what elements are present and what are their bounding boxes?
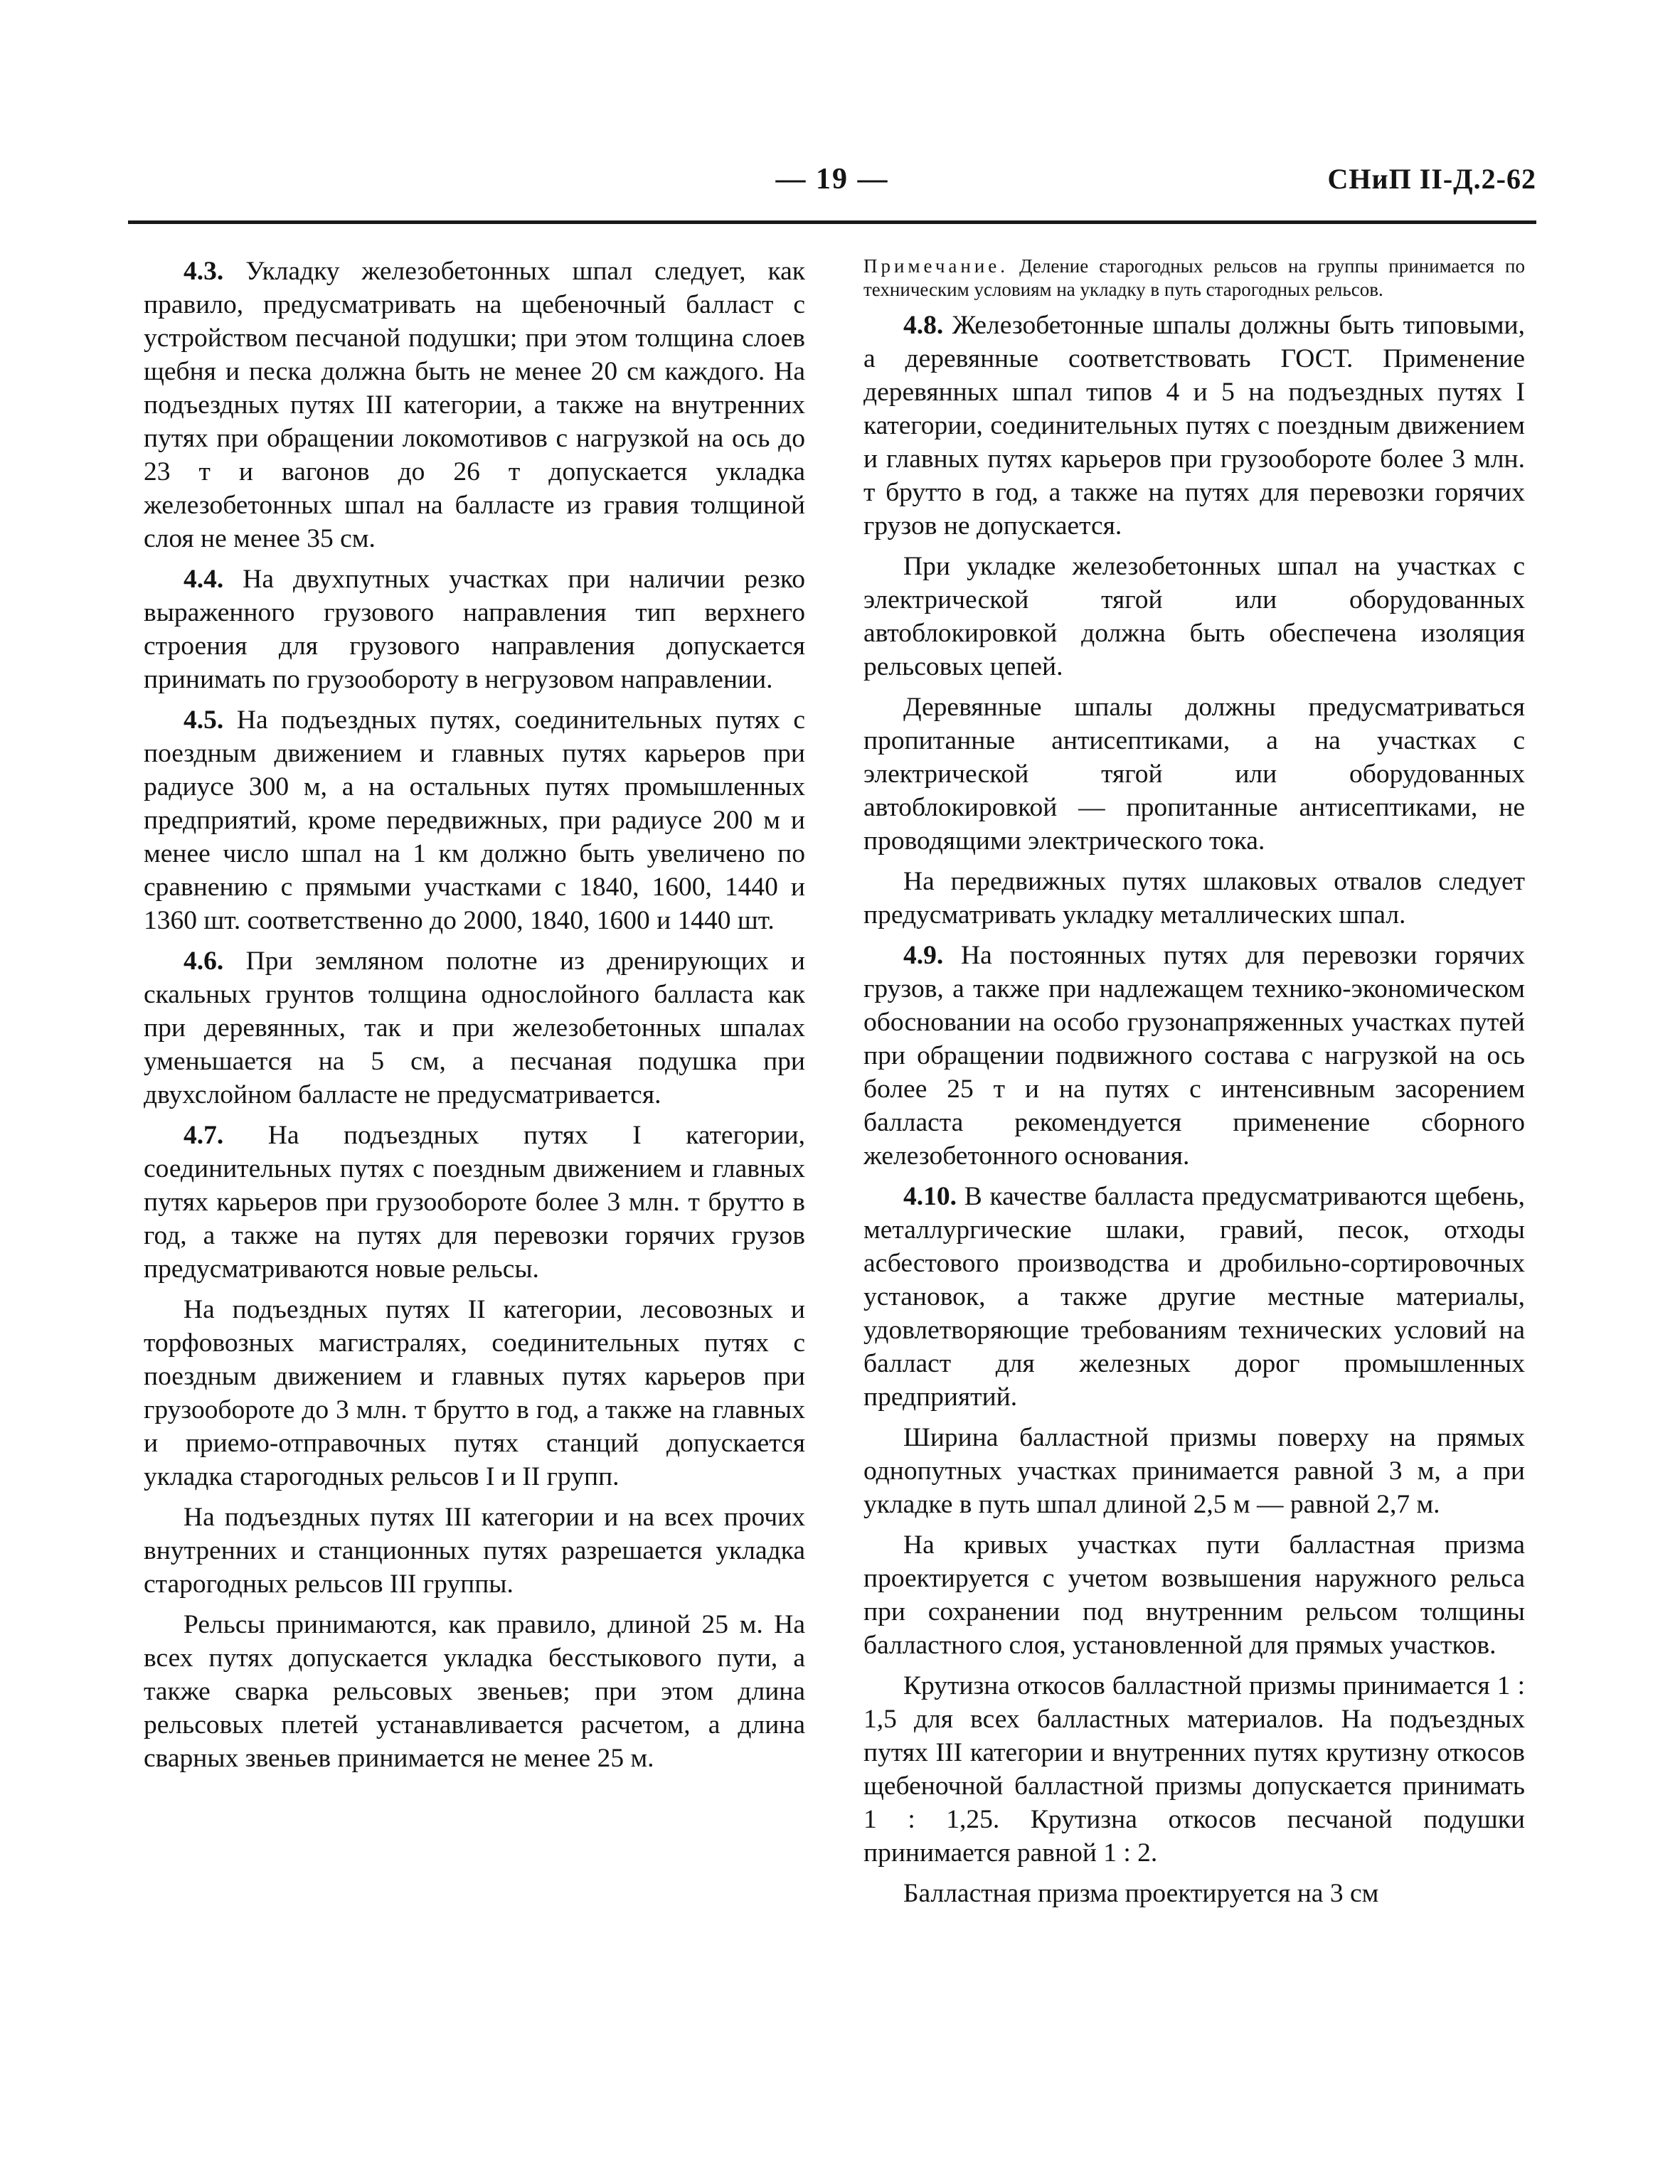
section-number: 4.9. bbox=[903, 941, 944, 970]
paragraph bbox=[863, 939, 1525, 1173]
paragraph-text: Крутизна откосов балластной призмы принимается 1 : 1,5 для всех балластных материалов. На подъездных путях III категории и внутренних путях крутизну откосов щебеночной балластной призмы допускается принимать 1 : 1,25. Крутизна откосов песчаной подушки принимается равной 1 : 2. bbox=[863, 1671, 1525, 1868]
paragraph-text: Рельсы принимаются, как правило, длиной 25 м. На всех путях допускается укладка бесстыкового пути, а также сварка рельсовых звеньев; при этом длина рельсовых плетей устанавливается расчетом, а длина сварных звеньев принимается не менее 25 м. bbox=[144, 1610, 805, 1773]
paragraph-text: На кривых участках пути балластная призма проектируется с учетом возвышения наружного рельса при сохранении под внутренним рельсом толщины балластного слоя, установленной для прямых участков. bbox=[863, 1530, 1525, 1660]
paragraph bbox=[144, 563, 805, 696]
paragraph-text: При укладке железобетонных шпал на участках с электрической тягой или оборудованных автоблокировкой должна быть обеспечена изоляция рельсовых цепей. bbox=[863, 552, 1525, 681]
paragraph-text: На подъездных путях I категории, соединительных путях с поездным движением и главных путях карьеров при грузообороте более 3 млн. т брутто в год, а также на путях для перевозки горячих грузов предусматриваются новые рельсы. bbox=[144, 1121, 806, 1284]
section-number: 4.7. bbox=[184, 1121, 224, 1150]
page-header bbox=[128, 162, 1536, 205]
paragraph bbox=[863, 550, 1525, 683]
paragraph bbox=[863, 1669, 1525, 1870]
paragraph-text: На подъездных путях II категории, лесовозных и торфовозных магистралях, соединительных путях с поездным движением и главных путях карьеров при грузообороте до 3 млн. т брутто в год, а также на главных и приемо-отправочных путях станций допускается укладка старогодных рельсов I и II групп. bbox=[144, 1295, 805, 1491]
paragraph bbox=[144, 1608, 805, 1775]
paragraph bbox=[863, 1421, 1525, 1521]
section-number: 4.8. bbox=[903, 311, 944, 340]
right-column bbox=[863, 255, 1525, 1917]
paragraph bbox=[863, 691, 1525, 858]
paragraph bbox=[863, 1877, 1525, 1910]
paragraph-text: Балластная призма проектируется на 3 см bbox=[903, 1879, 1379, 1908]
paragraph-text: На постоянных путях для перевозки горячих грузов, а также при надлежащем технико-экономическом обосновании на особо грузонапряженных участках путей при обращении подвижного состава с нагрузкой на ось более 25 т и на путях с интенсивным засорением балласта рекомендуется применение сборного железобетонного основания. bbox=[863, 941, 1526, 1171]
paragraph bbox=[144, 1501, 805, 1601]
note-text: Деление старогодных рельсов на группы принимается по техническим условиям на укладку в путь старогодных рельсов. bbox=[863, 255, 1525, 300]
paragraph-text: На передвижных путях шлаковых отвалов следует предусматривать укладку металлических шпал. bbox=[863, 867, 1525, 929]
header-rule bbox=[128, 220, 1536, 224]
section-number: 4.3. bbox=[184, 257, 224, 286]
paragraph-text: При земляном полотне из дренирующих и скальных грунтов толщина однослойного балласта как при деревянных, так и при железобетонных шпалах уменьшается на 5 см, а песчаная подушка при двухслойном балласте не предусматривается. bbox=[144, 947, 806, 1109]
note bbox=[863, 255, 1525, 302]
paragraph bbox=[863, 1180, 1525, 1414]
note-label: Примечание. bbox=[863, 255, 1009, 277]
section-number: 4.6. bbox=[184, 947, 224, 976]
paragraph bbox=[144, 944, 805, 1112]
paragraph-text: Деревянные шпалы должны предусматриваться пропитанные антисептиками, а на участках с электрической тягой или оборудованных автоблокировкой — пропитанные антисептиками, не проводящими электрического тока. bbox=[863, 693, 1525, 856]
paragraph-text: Железобетонные шпалы должны быть типовыми, а деревянные соответствовать ГОСТ. Применение деревянных шпал типов 4 и 5 на подъездных путях I категории, соединительных путях с поездным движением и главных путях карьеров при грузообороте более 3 млн. т брутто в год, а также на путях для перевозки горячих грузов не допускается. bbox=[863, 311, 1526, 540]
section-number: 4.5. bbox=[184, 705, 224, 735]
section-number: 4.10. bbox=[903, 1182, 957, 1211]
paragraph-text: В качестве балласта предусматриваются щебень, металлургические шлаки, гравий, песок, отходы асбестового производства и дробильно-сортировочных установок, а также другие местные материалы, удовлетворяющие требованиям технических условий на балласт для железных дорог промышленных предприятий. bbox=[863, 1182, 1525, 1412]
paragraph bbox=[863, 865, 1525, 932]
paragraph-text: Ширина балластной призмы поверху на прямых однопутных участках принимается равной 3 м, а при укладке в путь шпал длиной 2,5 м — равной 2,7 м. bbox=[863, 1423, 1525, 1519]
paragraph-text: На двухпутных участках при наличии резко выраженного грузового направления тип верхнего строения для грузового направления допускается принимать по грузообороту в негрузовом направлении. bbox=[144, 565, 805, 694]
left-column bbox=[144, 255, 805, 1782]
paragraph bbox=[144, 1119, 805, 1286]
paragraph-text: На подъездных путях III категории и на всех прочих внутренних и станционных путях разрешается укладка старогодных рельсов III группы. bbox=[144, 1503, 805, 1599]
paragraph bbox=[144, 1293, 805, 1493]
paragraph bbox=[863, 309, 1525, 543]
section-number: 4.4. bbox=[184, 565, 224, 594]
paragraph bbox=[863, 1528, 1525, 1662]
paragraph-text: Укладку железобетонных шпал следует, как правило, предусматривать на щебеночный балласт с устройством песчаной подушки; при этом толщина слоев щебня и песка должна быть не менее 20 см каждого. На подъездных путях III категории, а также на внутренних путях при обращении локомотивов с нагрузкой на ось до 23 т и вагонов до 26 т допускается укладка железобетонных шпал на балласте из гравия толщиной слоя не менее 35 см. bbox=[144, 257, 805, 553]
paragraph-text: На подъездных путях, соединительных путях с поездным движением и главных путях карьеров при радиусе 300 м, а на остальных путях промышленных предприятий, кроме передвижных, при радиусе 200 м и менее число шпал на 1 км должно быть увеличено по сравнению с прямыми участками с 1840, 1600, 1440 и 1360 шт. соответственно до 2000, 1840, 1600 и 1440 шт. bbox=[144, 705, 806, 935]
paragraph bbox=[144, 703, 805, 937]
paragraph bbox=[144, 255, 805, 555]
page-number: — 19 — bbox=[775, 163, 889, 196]
document-code: СНиП II-Д.2-62 bbox=[1327, 163, 1536, 195]
